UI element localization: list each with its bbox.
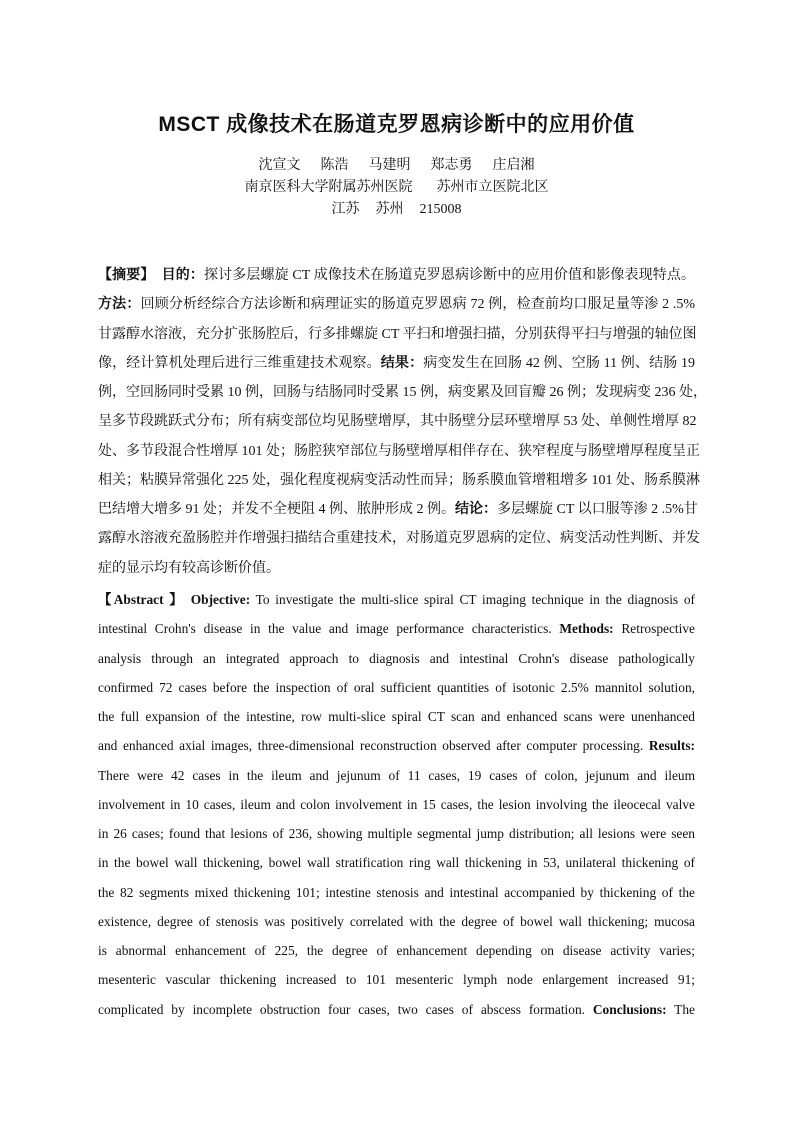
text-segment: 多层螺旋 CT 以口服等渗 2 .5%甘: [497, 502, 698, 517]
author: 马建明: [368, 158, 411, 173]
text-segment: 露醇水溶液充盈肠腔并作增强扫描结合重建技术，对肠道克罗恩病的定位、病变活动性判断、并发: [98, 531, 700, 547]
text-line: [98, 378, 707, 407]
text-segment: existence, degree of stenosis was positively correlated with the degree of bowel wall thickening; mucosa: [98, 913, 695, 929]
text-segment: 处、多节段混合性增厚 101 处；肠腔狭窄部位与肠壁增厚相伴存在、狭窄程度与肠壁增厚程度呈正: [98, 443, 700, 459]
section-label: 结果：: [380, 355, 424, 371]
text-line: [98, 673, 695, 702]
text-line: [98, 702, 695, 731]
affiliation: 南京医科大学附属苏州医院: [244, 180, 413, 195]
text-line: [98, 761, 695, 790]
section-label: Methods:: [559, 621, 614, 637]
text-line: [98, 349, 695, 378]
text-segment: 例，空回肠同时受累 10 例，回肠与结肠同时受累 15 例，病变累及回盲瓣 26 例；发现病变 236 处，: [98, 385, 707, 400]
text-segment: in the bowel wall thickening, bowel wall stratification ring wall thickening in 53, unilateral thickening of: [98, 855, 695, 871]
author: 陈浩: [320, 158, 349, 173]
text-line: [98, 290, 695, 319]
text-segment: and enhanced axial images, three-dimensional reconstruction observed after computer processing.: [98, 738, 649, 754]
text-segment: 病变发生在回肠 42 例、空肠 11 例、结肠 19: [423, 355, 695, 371]
abstract-chinese: [98, 261, 707, 583]
section-label: 【摘要】: [98, 268, 162, 283]
text-segment: 回顾分析经综合方法诊断和病理证实的肠道克罗恩病 72 例，检查前均口服足量等渗 2 .5%: [140, 297, 695, 313]
text-segment: intestinal Crohn's disease in the value and image performance characteristics.: [98, 621, 560, 637]
text-line: [98, 585, 695, 614]
section-label: Results:: [648, 738, 695, 754]
address: [0, 198, 793, 218]
section-label: 【Abstract 】: [98, 592, 191, 607]
section-label: 方法：: [98, 297, 141, 313]
affiliations: [0, 176, 793, 196]
author: 庄启湘: [492, 158, 535, 173]
text-line: [98, 614, 695, 643]
text-line: [98, 731, 695, 760]
text-line: [98, 936, 695, 965]
text-line: [98, 790, 695, 819]
text-line: [98, 261, 695, 290]
section-label: 目的：: [161, 268, 205, 283]
text-line: [98, 878, 695, 907]
text-segment: 巴结增大增多 91 处；并发不全梗阻 4 例、脓肿形成 2 例。: [98, 502, 455, 517]
text-line: [98, 524, 700, 553]
author: 沈宣文: [258, 158, 301, 173]
text-segment: the 82 segments mixed thickening 101; intestine stenosis and intestinal accompanied by thickening of the: [98, 884, 695, 900]
text-segment: analysis through an integrated approach to diagnosis and intestinal Crohn's disease pathologically: [98, 650, 695, 666]
text-line: [98, 995, 695, 1024]
text-segment: Retrospective: [613, 621, 695, 637]
affiliation: 苏州市立医院北区: [436, 180, 549, 195]
text-segment: 像，经计算机处理后进行三维重建技术观察。: [98, 355, 381, 371]
section-label: 结论：: [455, 502, 497, 517]
text-line: [98, 644, 695, 673]
text-line: [98, 965, 695, 994]
text-segment: 探讨多层螺旋 CT 成像技术在肠道克罗恩病诊断中的应用价值和影像表现特点。: [204, 268, 696, 283]
paper-title: MSCT 成像技术在肠道克罗恩病诊断中的应用价值: [158, 113, 635, 136]
section-label: Conclusions:: [592, 1001, 667, 1017]
text-segment: involvement in 10 cases, ileum and colon involvement in 15 cases, the lesion involving the ileocecal valve: [98, 796, 695, 812]
text-line: [98, 554, 695, 583]
text-segment: confirmed 72 cases before the inspection of oral sufficient quantities of isotonic 2.5% mannitol solution,: [98, 679, 695, 695]
city: 苏州: [375, 202, 404, 217]
text-segment: There were 42 cases in the ileum and jejunum of 11 cases, 19 cases of colon, jejunum and ileum: [98, 767, 695, 783]
text-line: [98, 495, 698, 524]
text-segment: 甘露醇水溶液，充分扩张肠腔后，行多排螺旋 CT 平扫和增强扫描，分别获得平扫与增强的轴位图: [98, 326, 697, 342]
text-segment: the full expansion of the intestine, row multi-slice spiral CT scan and enhanced scans were unenhanced: [98, 709, 695, 724]
author: 郑志勇: [430, 158, 473, 173]
text-line: [98, 819, 695, 848]
text-segment: 呈多节段跳跃式分布；所有病变部位均见肠壁增厚，其中肠壁分层环壁增厚 53 处、单侧性增厚 82: [98, 414, 697, 430]
text-segment: in 26 cases; found that lesions of 236, showing multiple segmental jump distribution; all lesions were seen: [98, 826, 695, 841]
section-label: Objective:: [190, 592, 251, 607]
text-segment: 相关；粘膜异常强化 225 处，强化程度视病变活动性而异；肠系膜血管增粗增多 101 处、肠系膜淋: [98, 472, 700, 488]
province: 江苏: [331, 202, 360, 217]
text-line: [98, 907, 695, 936]
text-line: [98, 407, 695, 436]
author-list: [0, 154, 793, 174]
text-segment: mesenteric vascular thickening increased to 101 mesenteric lymph node enlargement increased 91;: [98, 972, 695, 988]
text-segment: complicated by incomplete obstruction four cases, two cases of abscess formation.: [98, 1001, 593, 1017]
text-line: [98, 466, 700, 495]
postcode: 215008: [419, 202, 462, 217]
text-segment: is abnormal enhancement of 225, the degree of enhancement depending on disease activity varies;: [98, 943, 695, 958]
text-line: [98, 848, 695, 877]
text-segment: The: [666, 1001, 695, 1017]
text-line: [98, 437, 700, 466]
text-segment: 症的显示均有较高诊断价值。: [98, 560, 280, 576]
text-line: [98, 320, 695, 349]
text-segment: To investigate the multi-slice spiral CT imaging technique in the diagnosis of: [250, 592, 695, 607]
abstract-english: [98, 585, 695, 1024]
